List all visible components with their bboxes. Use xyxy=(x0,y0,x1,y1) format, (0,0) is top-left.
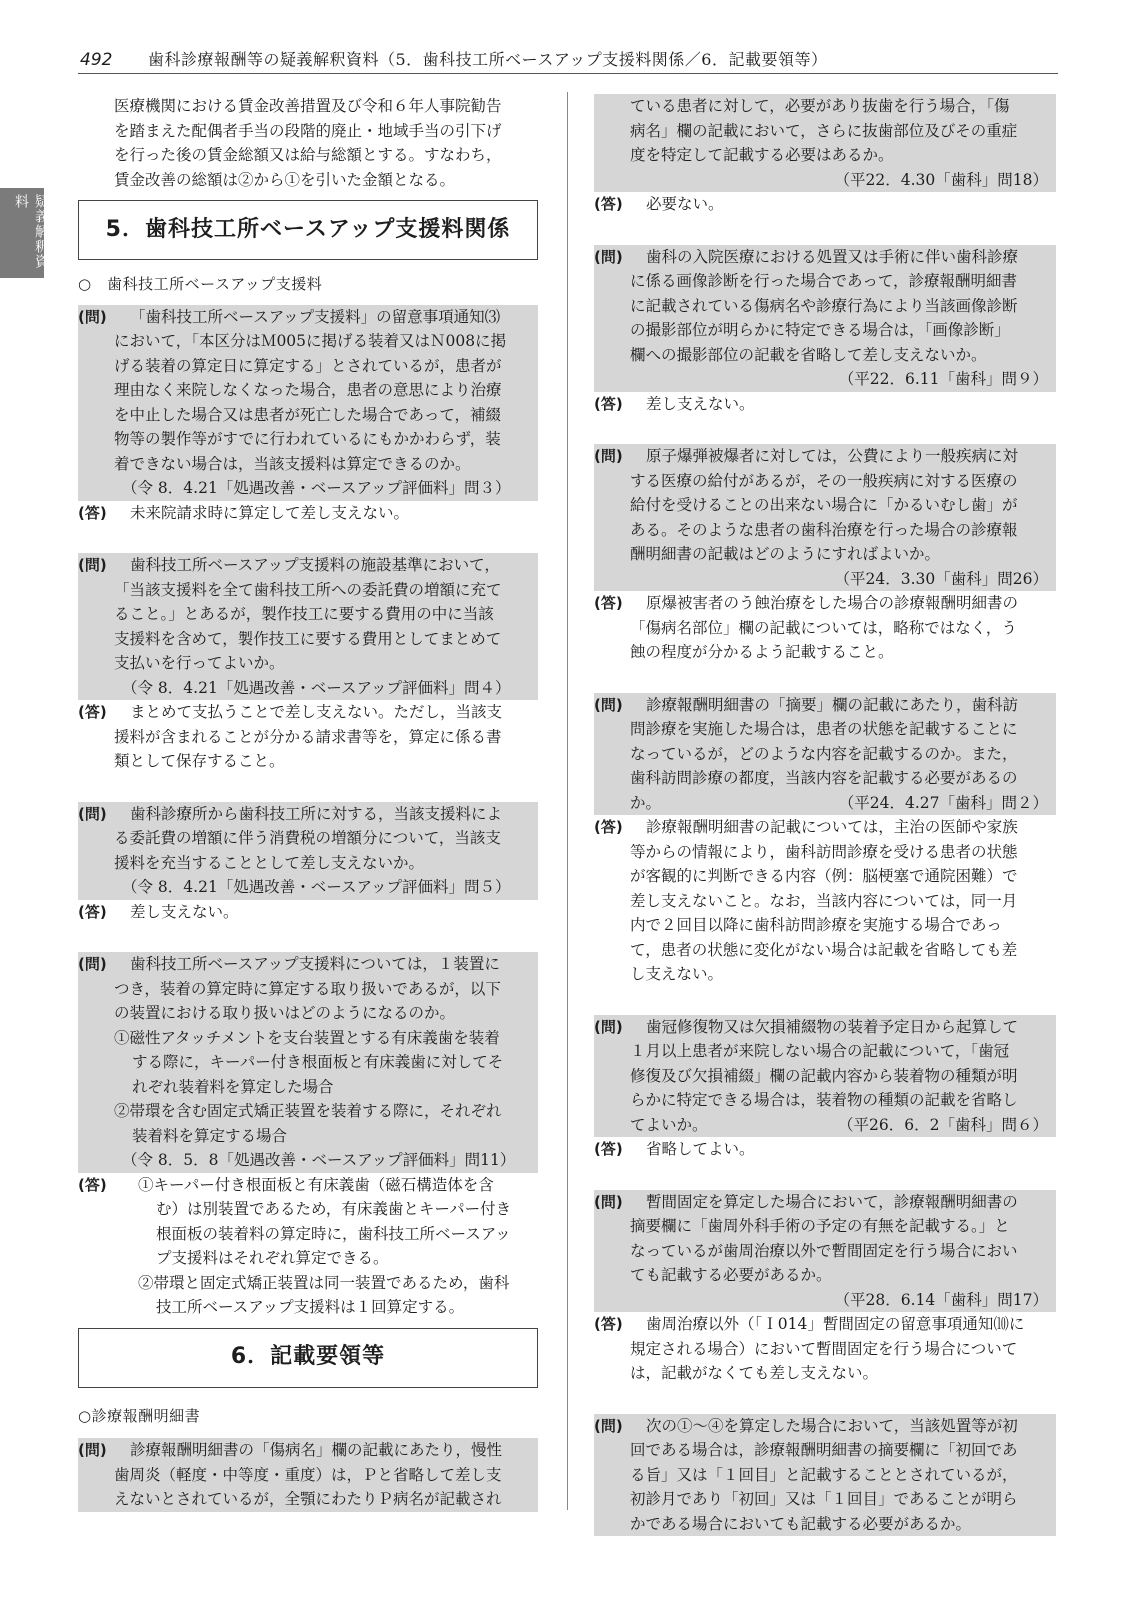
question-label: (問) xyxy=(78,804,107,823)
subsection-heading: ○ 歯科技工所ベースアップ支援料 xyxy=(78,275,323,293)
question-reference: （令 8．4.21「処遇改善・ベースアップ評価料」問３） xyxy=(122,479,511,497)
subsection-heading: ○診療報酬明細書 xyxy=(78,1406,201,1425)
question-block xyxy=(594,444,1056,591)
answer-item-line: 根面板の装着料の算定時に，歯科技工所ベースアッ xyxy=(156,1224,511,1243)
question-line: 給付を受けることの出来ない場合に「かるいむし歯」が xyxy=(630,496,1018,514)
question-block xyxy=(78,305,538,501)
question-block xyxy=(78,952,538,1173)
question-line: つき，装着の算定時に算定する取り扱いであるが，以下 xyxy=(114,979,501,998)
question-block xyxy=(78,802,538,900)
question-line: 度を特定して記載する必要はあるか。 xyxy=(630,146,894,164)
question-line: 歯科の入院医療における処置又は手術に伴い歯科診療 xyxy=(646,247,1019,266)
question-label: (問) xyxy=(594,1017,623,1036)
question-line: かである場合においても記載する必要があるか。 xyxy=(630,1514,972,1533)
question-line: 「当該支援料を全て歯科技工所への委託費の増額に充て xyxy=(114,580,502,599)
answer-block xyxy=(594,192,1056,217)
question-reference: （平26．6．2「歯科」問６） xyxy=(838,1115,1048,1134)
side-index-label: 疑義解釈資料 xyxy=(13,194,49,269)
answer-item-line: む）は別装置であるため，有床義歯とキーパー付き xyxy=(156,1200,512,1218)
answer-label: (答) xyxy=(594,1315,623,1333)
question-label: (問) xyxy=(78,556,107,574)
question-item-line: ②帯環を含む固定式矯正装置を装着する際に，それぞれ xyxy=(114,1102,502,1120)
answer-line: 診療報酬明細書の記載については，主治の医師や家族 xyxy=(646,818,1018,836)
answer-line: 蝕の程度が分かるよう記載すること。 xyxy=(630,643,894,661)
question-block xyxy=(594,693,1056,816)
question-reference: （平28．6.14「歯科」問17） xyxy=(834,1290,1048,1309)
question-block xyxy=(594,1015,1056,1138)
question-line: てよいか。 xyxy=(630,1115,708,1134)
question-line: 暫間固定を算定した場合において，診療報酬明細書の xyxy=(646,1192,1018,1211)
answer-block xyxy=(594,1312,1056,1386)
left-column xyxy=(78,94,538,1512)
answer-item-line: ①キーパー付き根面板と有床義歯（磁石構造体を含 xyxy=(138,1175,494,1194)
question-line: なっているが，どのような内容を記載するのか。また， xyxy=(630,744,1018,763)
question-label: (問) xyxy=(78,955,107,973)
question-line: 援料を充当することとして差し支えないか。 xyxy=(114,853,425,872)
question-line: の撮影部位が明らかに特定できる場合は，「画像診断」 xyxy=(630,321,1010,339)
question-line: 原子爆弾被爆者に対しては，公費により一般疾病に対 xyxy=(646,447,1019,465)
question-reference: （平24．3.30「歯科」問26） xyxy=(834,569,1048,588)
section-6-title: 6．記載要領等 xyxy=(230,1344,386,1370)
question-reference: （平22．6.11「歯科」問９） xyxy=(838,370,1048,388)
answer-line: 歯周治療以外（「Ｉ014」暫間固定の留意事項通知⑽に xyxy=(646,1315,1025,1333)
answer-label: (答) xyxy=(78,703,107,721)
answer-line: 類として保存すること。 xyxy=(114,752,285,770)
question-label: (問) xyxy=(594,447,623,465)
answer-block xyxy=(78,501,538,526)
question-reference: （平22．4.30「歯科」問18） xyxy=(834,170,1048,189)
question-last-line xyxy=(630,791,1056,816)
question-item-line: ①磁性アタッチメントを支台装置とする有床義歯を装着 xyxy=(114,1028,500,1047)
question-line: 回である場合は，診療報酬明細書の摘要欄に「初回であ xyxy=(630,1441,1018,1459)
side-index-tab xyxy=(0,188,49,278)
question-label: (問) xyxy=(594,695,623,714)
text-line: を踏まえた配偶者手当の段階的廃止・地域手当の引下げ xyxy=(114,121,502,140)
page-header xyxy=(78,48,1058,74)
question-item-line: 装着料を算定する場合 xyxy=(132,1126,288,1145)
running-title: 歯科診療報酬等の疑義解釈資料（5．歯科技工所ベースアップ支援料関係／6．記載要領等） xyxy=(148,50,828,69)
answer-block xyxy=(594,1137,1056,1162)
text-line: 医療機関における賃金改善措置及び令和６年人事院勧告 xyxy=(114,97,502,115)
answer-line: し支えない。 xyxy=(630,965,724,983)
question-line: 歯冠修復物又は欠損補綴物の装着予定日から起算して xyxy=(646,1017,1019,1036)
answer-line: 省略してよい。 xyxy=(646,1140,755,1158)
answer-label: (答) xyxy=(594,394,623,413)
question-block xyxy=(594,94,1056,192)
answer-line: 差し支えない。 xyxy=(646,394,755,413)
question-line: げる装着の算定日に算定する」とされているが，患者が xyxy=(114,356,502,375)
question-line: を中止した場合又は患者が死亡した場合であって，補綴 xyxy=(114,405,502,424)
question-item xyxy=(114,1026,538,1100)
question-line: ること。」とあるが，製作技工に要する費用の中に当該 xyxy=(114,605,494,623)
answer-line: 必要ない。 xyxy=(646,195,724,213)
question-label: (問) xyxy=(78,307,107,326)
question-line: において，「本区分はＭ005に掲げる装着又はＮ008に掲 xyxy=(114,332,507,350)
question-line: 物等の製作等がすでに行われているにもかかわらず，装 xyxy=(114,430,501,448)
answer-line: 「傷病名部位」欄の記載については，略称ではなく，う xyxy=(630,618,1017,637)
question-line: ある。そのような患者の歯科治療を行った場合の診療報 xyxy=(630,520,1018,539)
answer-line: 原爆被害者のう蝕治療をした場合の診療報酬明細書の xyxy=(646,594,1019,612)
question-line: 歯科技工所ベースアップ支援料の施設基準において， xyxy=(130,556,500,574)
question-reference: （令 8．5．8「処遇改善・ベースアップ評価料」問11） xyxy=(122,1151,516,1169)
question-item xyxy=(114,1099,538,1148)
question-line: 診療報酬明細書の「傷病名」欄の記載にあたり，慢性 xyxy=(130,1441,503,1459)
answer-label: (答) xyxy=(78,1175,107,1194)
answer-line: 未来院請求時に算定して差し支えない。 xyxy=(130,503,410,522)
question-block xyxy=(594,245,1056,392)
question-reference: （令 8．4.21「処遇改善・ベースアップ評価料」問４） xyxy=(122,678,511,697)
answer-line: て，患者の状態に変化がない場合は記載を省略しても差 xyxy=(630,940,1018,959)
question-label: (問) xyxy=(594,247,623,266)
question-line: 初診月であり「初回」又は「１回目」であることが明ら xyxy=(630,1490,1018,1508)
question-line: る旨」又は「１回目」と記載することとされているが， xyxy=(630,1465,1018,1484)
question-line: 次の①～④を算定した場合において，当該処置等が初 xyxy=(646,1416,1018,1435)
answer-label: (答) xyxy=(594,1140,623,1158)
question-line: る委託費の増額に伴う消費税の増額分について，当該支 xyxy=(114,829,501,847)
question-line: か。 xyxy=(630,793,662,812)
answer-line: 援料が含まれることが分かる請求書等を，算定に係る書 xyxy=(114,727,502,746)
answer-item xyxy=(114,1271,538,1320)
question-line: 病名」欄の記載において，さらに抜歯部位及びその重症 xyxy=(630,121,1018,140)
answer-label: (答) xyxy=(594,818,623,836)
answer-line: は，記載がなくても差し支えない。 xyxy=(630,1364,879,1382)
question-block xyxy=(594,1190,1056,1313)
answer-line: 差し支えない。 xyxy=(130,902,239,921)
answer-item-line: ②帯環と固定式矯正装置は同一装置であるため，歯科 xyxy=(138,1273,510,1292)
question-reference: （令 8．4.21「処遇改善・ベースアップ評価料」問５） xyxy=(122,878,511,896)
question-reference: （平24．4.27「歯科」問２） xyxy=(838,793,1048,812)
question-line: 着できない場合は，当該支援料は算定できるのか。 xyxy=(114,454,471,473)
question-line: ている患者に対して，必要があり抜歯を行う場合，「傷 xyxy=(630,97,1010,115)
answer-block xyxy=(78,700,538,774)
question-block xyxy=(78,1438,538,1512)
answer-line: 規定される場合）において暫間固定を行う場合について xyxy=(630,1339,1018,1358)
question-line: 「歯科技工所ベースアップ支援料」の留意事項通知⑶ xyxy=(130,307,501,326)
question-line: 摘要欄に「歯周外科手術の予定の有無を記載する。」と xyxy=(630,1217,1010,1235)
question-line: 修復及び欠損補綴」欄の記載内容から装着物の種類が明 xyxy=(630,1066,1018,1085)
section-5-heading xyxy=(78,200,538,260)
answer-label: (答) xyxy=(78,902,107,921)
question-line: 欄への撮影部位の記載を省略して差し支えないか。 xyxy=(630,345,987,364)
question-line: 歯周炎（軽度・中等度・重度）は，Ｐと省略して差し支 xyxy=(114,1465,502,1484)
question-line: 支払いを行ってよいか。 xyxy=(114,654,285,672)
text-line: を行った後の賃金総額又は給与総額とする。すなわち， xyxy=(114,146,502,164)
answer-line: が客観的に判断できる内容（例：脳梗塞で通院困難）で xyxy=(630,867,1018,885)
question-label: (問) xyxy=(594,1192,623,1211)
question-line: 酬明細書の記載はどのようにすればよいか。 xyxy=(630,545,941,563)
answer-block xyxy=(594,392,1056,417)
question-line: なっているが歯周治療以外で暫間固定を行う場合におい xyxy=(630,1241,1018,1260)
question-label: (問) xyxy=(594,1416,623,1435)
question-line: 理由なく来院しなくなった場合，患者の意思により治療 xyxy=(114,381,502,399)
column-divider xyxy=(567,92,568,1510)
question-label: (問) xyxy=(78,1441,107,1459)
question-line: 歯科訪問診療の都度，当該内容を記載する必要があるの xyxy=(630,769,1018,787)
question-line: 歯科診療所から歯科技工所に対する，当該支援料によ xyxy=(130,804,503,823)
question-line: 診療報酬明細書の「摘要」欄の記載にあたり，歯科訪 xyxy=(646,695,1019,714)
question-line: に記載されている傷病名や診療行為により当該画像診断 xyxy=(630,296,1018,315)
question-item-line: する際に，キーパー付き根面板と有床義歯に対してそ xyxy=(132,1053,504,1071)
question-line: らかに特定できる場合は，装着物の種類の記載を省略し xyxy=(630,1091,1018,1109)
question-line: １月以上患者が来院しない場合の記載について，「歯冠 xyxy=(630,1042,1010,1060)
answer-block xyxy=(78,1173,538,1320)
answer-line: 差し支えないこと。なお，当該内容については，同一月 xyxy=(630,891,1018,910)
answer-item-line: 技工所ベースアップ支援料は１回算定する。 xyxy=(156,1298,465,1316)
question-line: する医療の給付があるが，その一般疾病に対する医療の xyxy=(630,471,1018,490)
question-line: の装置における取り扱いはどのようになるのか。 xyxy=(114,1004,456,1022)
text-line: 賃金改善の総額は②から①を引いた金額となる。 xyxy=(114,170,456,189)
answer-block xyxy=(594,591,1056,665)
section-5-title: 5．歯科技工所ベースアップ支援料関係 xyxy=(105,216,511,242)
answer-line: 内で２回目以降に歯科訪問診療を実施する場合であっ xyxy=(630,916,1002,934)
answer-label: (答) xyxy=(78,503,107,522)
question-line: 支援料を含めて，製作技工に要する費用としてまとめて xyxy=(114,629,502,648)
intro-text xyxy=(78,94,538,192)
question-block xyxy=(594,1414,1056,1537)
question-line: えないとされているが，全顎にわたりＰ病名が記載され xyxy=(114,1490,502,1508)
answer-label: (答) xyxy=(594,195,623,213)
section-6-heading xyxy=(78,1328,538,1388)
answer-block xyxy=(594,815,1056,987)
answer-item xyxy=(114,1173,538,1271)
answer-block xyxy=(78,900,538,925)
answer-line: 等からの情報により，歯科訪問診療を受ける患者の状態 xyxy=(630,842,1018,861)
question-line: に係る画像診断を行った場合であって，診療報酬明細書 xyxy=(630,272,1018,290)
answer-item-line: プ支援料はそれぞれ算定できる。 xyxy=(156,1249,389,1267)
question-last-line xyxy=(630,1113,1056,1138)
right-column xyxy=(594,94,1056,1536)
question-line: 歯科技工所ベースアップ支援料については，１装置に xyxy=(130,955,500,973)
answer-line: まとめて支払うことで差し支えない。ただし，当該支 xyxy=(130,703,503,721)
question-block xyxy=(78,553,538,700)
answer-label: (答) xyxy=(594,594,623,612)
question-line: 問診療を実施した場合は，患者の状態を記載することに xyxy=(630,720,1018,738)
page-number: 492 xyxy=(80,50,113,70)
question-line: ても記載する必要があるか。 xyxy=(630,1266,832,1284)
question-item-line: れぞれ装着料を算定した場合 xyxy=(132,1077,334,1096)
